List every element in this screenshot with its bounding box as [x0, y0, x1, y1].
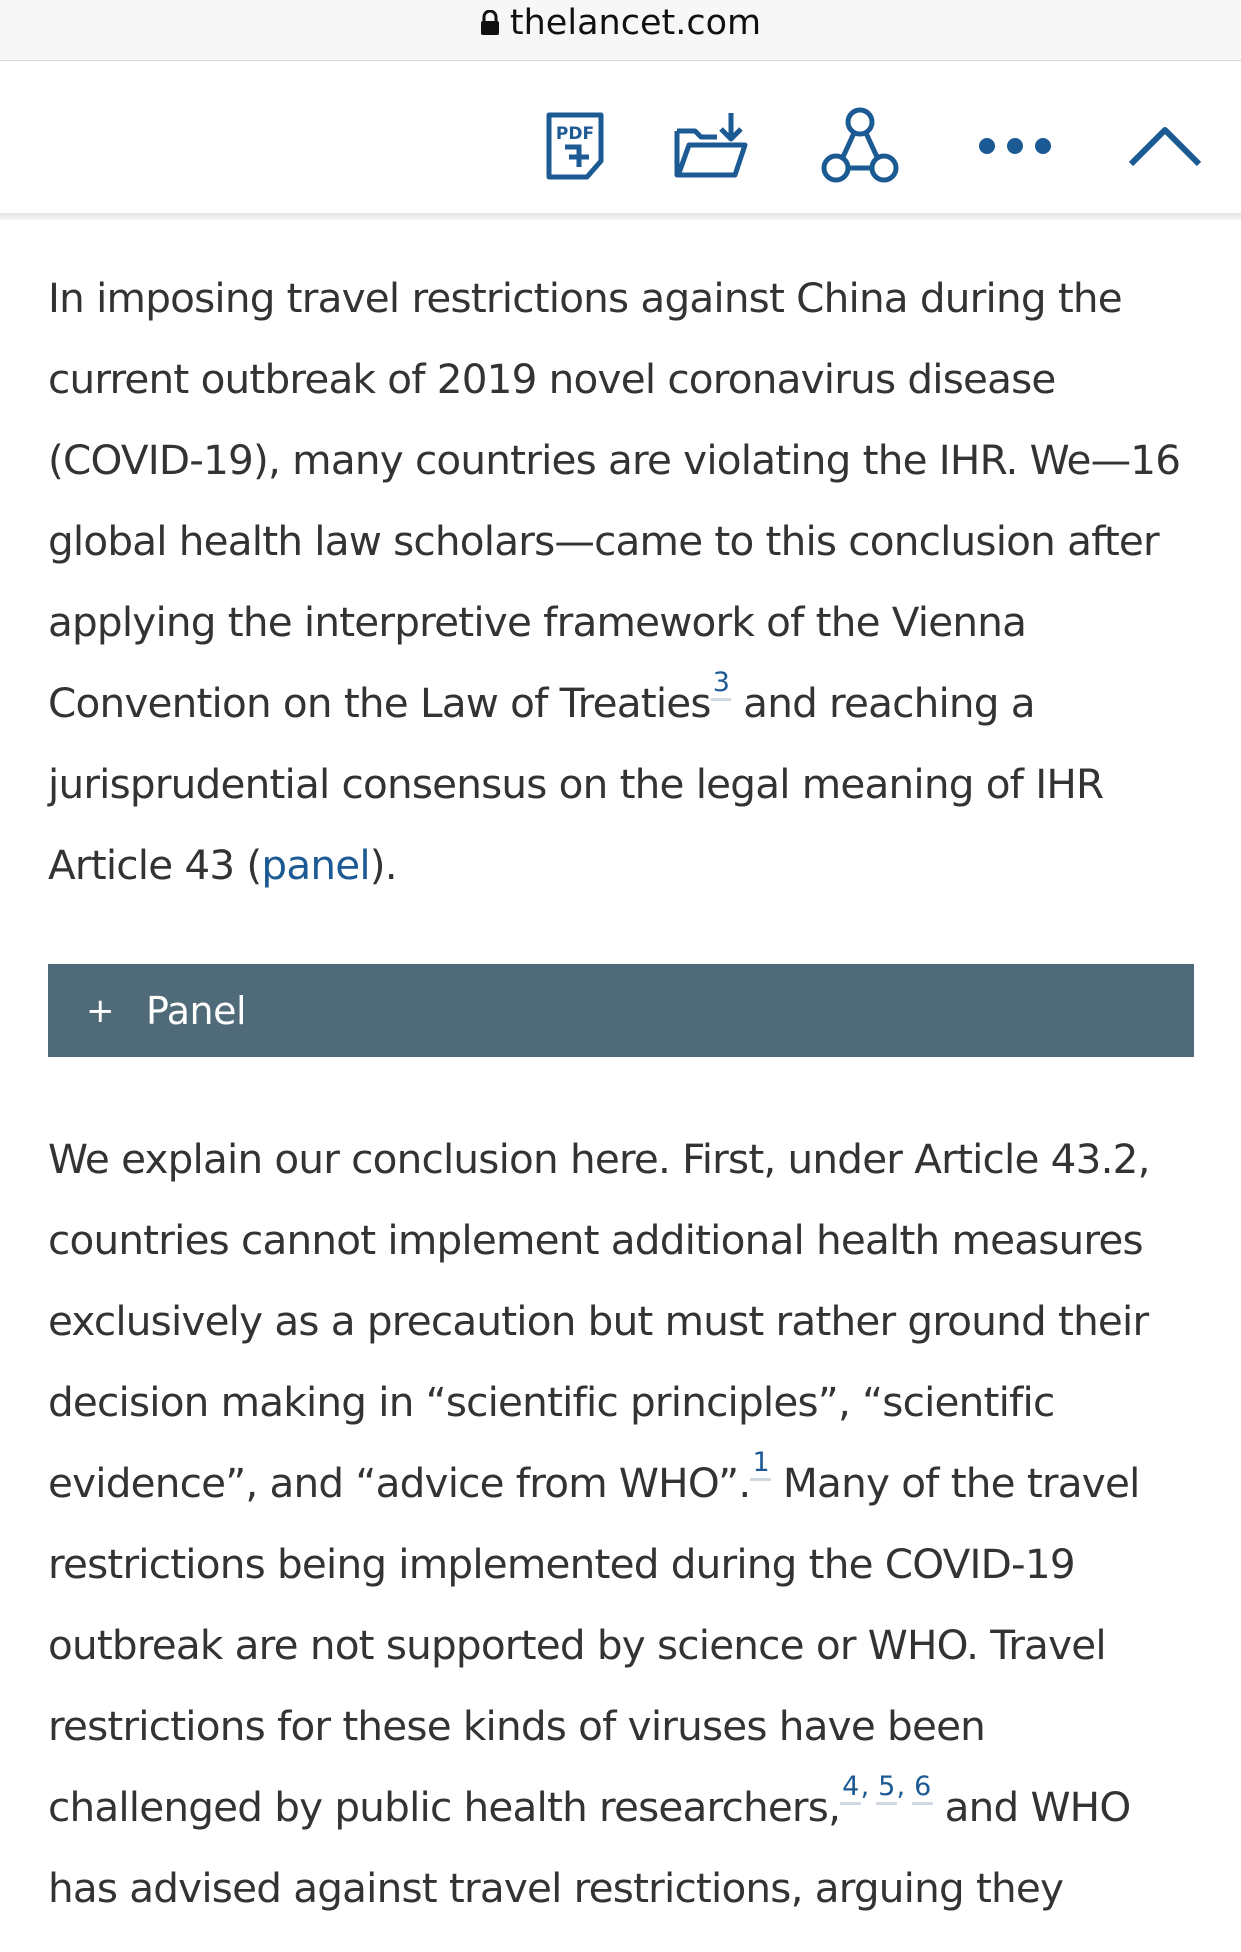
panel-link[interactable]: panel: [261, 841, 370, 889]
lock-icon: [480, 10, 500, 36]
reference-6[interactable]: 6: [912, 1771, 932, 1805]
article-paragraph-2: [48, 1119, 1198, 1929]
more-options-icon: [977, 136, 1053, 156]
paragraph-text: We explain our conclusion here. First, under Article 43.2, countries cannot implement additional health measures exclusively as a precaution but must rather ground their decision making in “scientific principles”, “scientific evidence”, and “advice from WHO”.: [48, 1135, 1150, 1507]
reference-3[interactable]: 3: [711, 667, 731, 701]
pdf-button[interactable]: [530, 101, 620, 191]
svg-text:PDF: PDF: [555, 124, 595, 144]
collapse-chevron-up-icon: [1127, 124, 1203, 168]
download-button[interactable]: [666, 101, 756, 191]
expand-plus-icon: +: [86, 990, 115, 1031]
article-toolbar: [0, 61, 1241, 213]
share-network-icon: [820, 106, 900, 186]
share-button[interactable]: [815, 101, 905, 191]
url-text: thelancet.com: [509, 3, 762, 43]
more-options-button[interactable]: [970, 101, 1060, 191]
article-paragraph-1: [48, 258, 1198, 906]
collapse-button[interactable]: [1120, 101, 1210, 191]
reference-5[interactable]: 5: [876, 1771, 896, 1805]
browser-url-bar[interactable]: [0, 0, 1241, 61]
pdf-icon: [545, 111, 605, 181]
paragraph-text: In imposing travel restrictions against China during the current outbreak of 2019 novel coronavirus disease (COVID-19), many countries are violating the IHR. We—16 global health law scholars—came to this conclusion after applying the interpretive framework of the Vienna Convention on the Law of Treaties: [48, 274, 1181, 727]
paragraph-text: and WHO has advised against travel restrictions, arguing they: [48, 1783, 1131, 1912]
paragraph-text: Many of the travel restrictions being implemented during the COVID-19 outbreak are not supported by science or WHO. Travel restrictions for these kinds of viruses have been challenged by public health researchers,: [48, 1459, 1140, 1831]
reference-separator: ,: [896, 1771, 913, 1802]
download-folder-icon: [673, 111, 749, 181]
toolbar-divider: [0, 213, 1241, 220]
reference-separator: ,: [860, 1771, 877, 1802]
reference-1[interactable]: 1: [750, 1447, 770, 1481]
panel-expander[interactable]: [48, 964, 1194, 1057]
panel-label: Panel: [146, 988, 247, 1033]
reference-4[interactable]: 4: [840, 1771, 860, 1805]
paragraph-text: ).: [369, 841, 397, 889]
paragraph-text: and reaching a jurisprudential consensus on the legal meaning of IHR Article 43 (: [48, 679, 1104, 889]
